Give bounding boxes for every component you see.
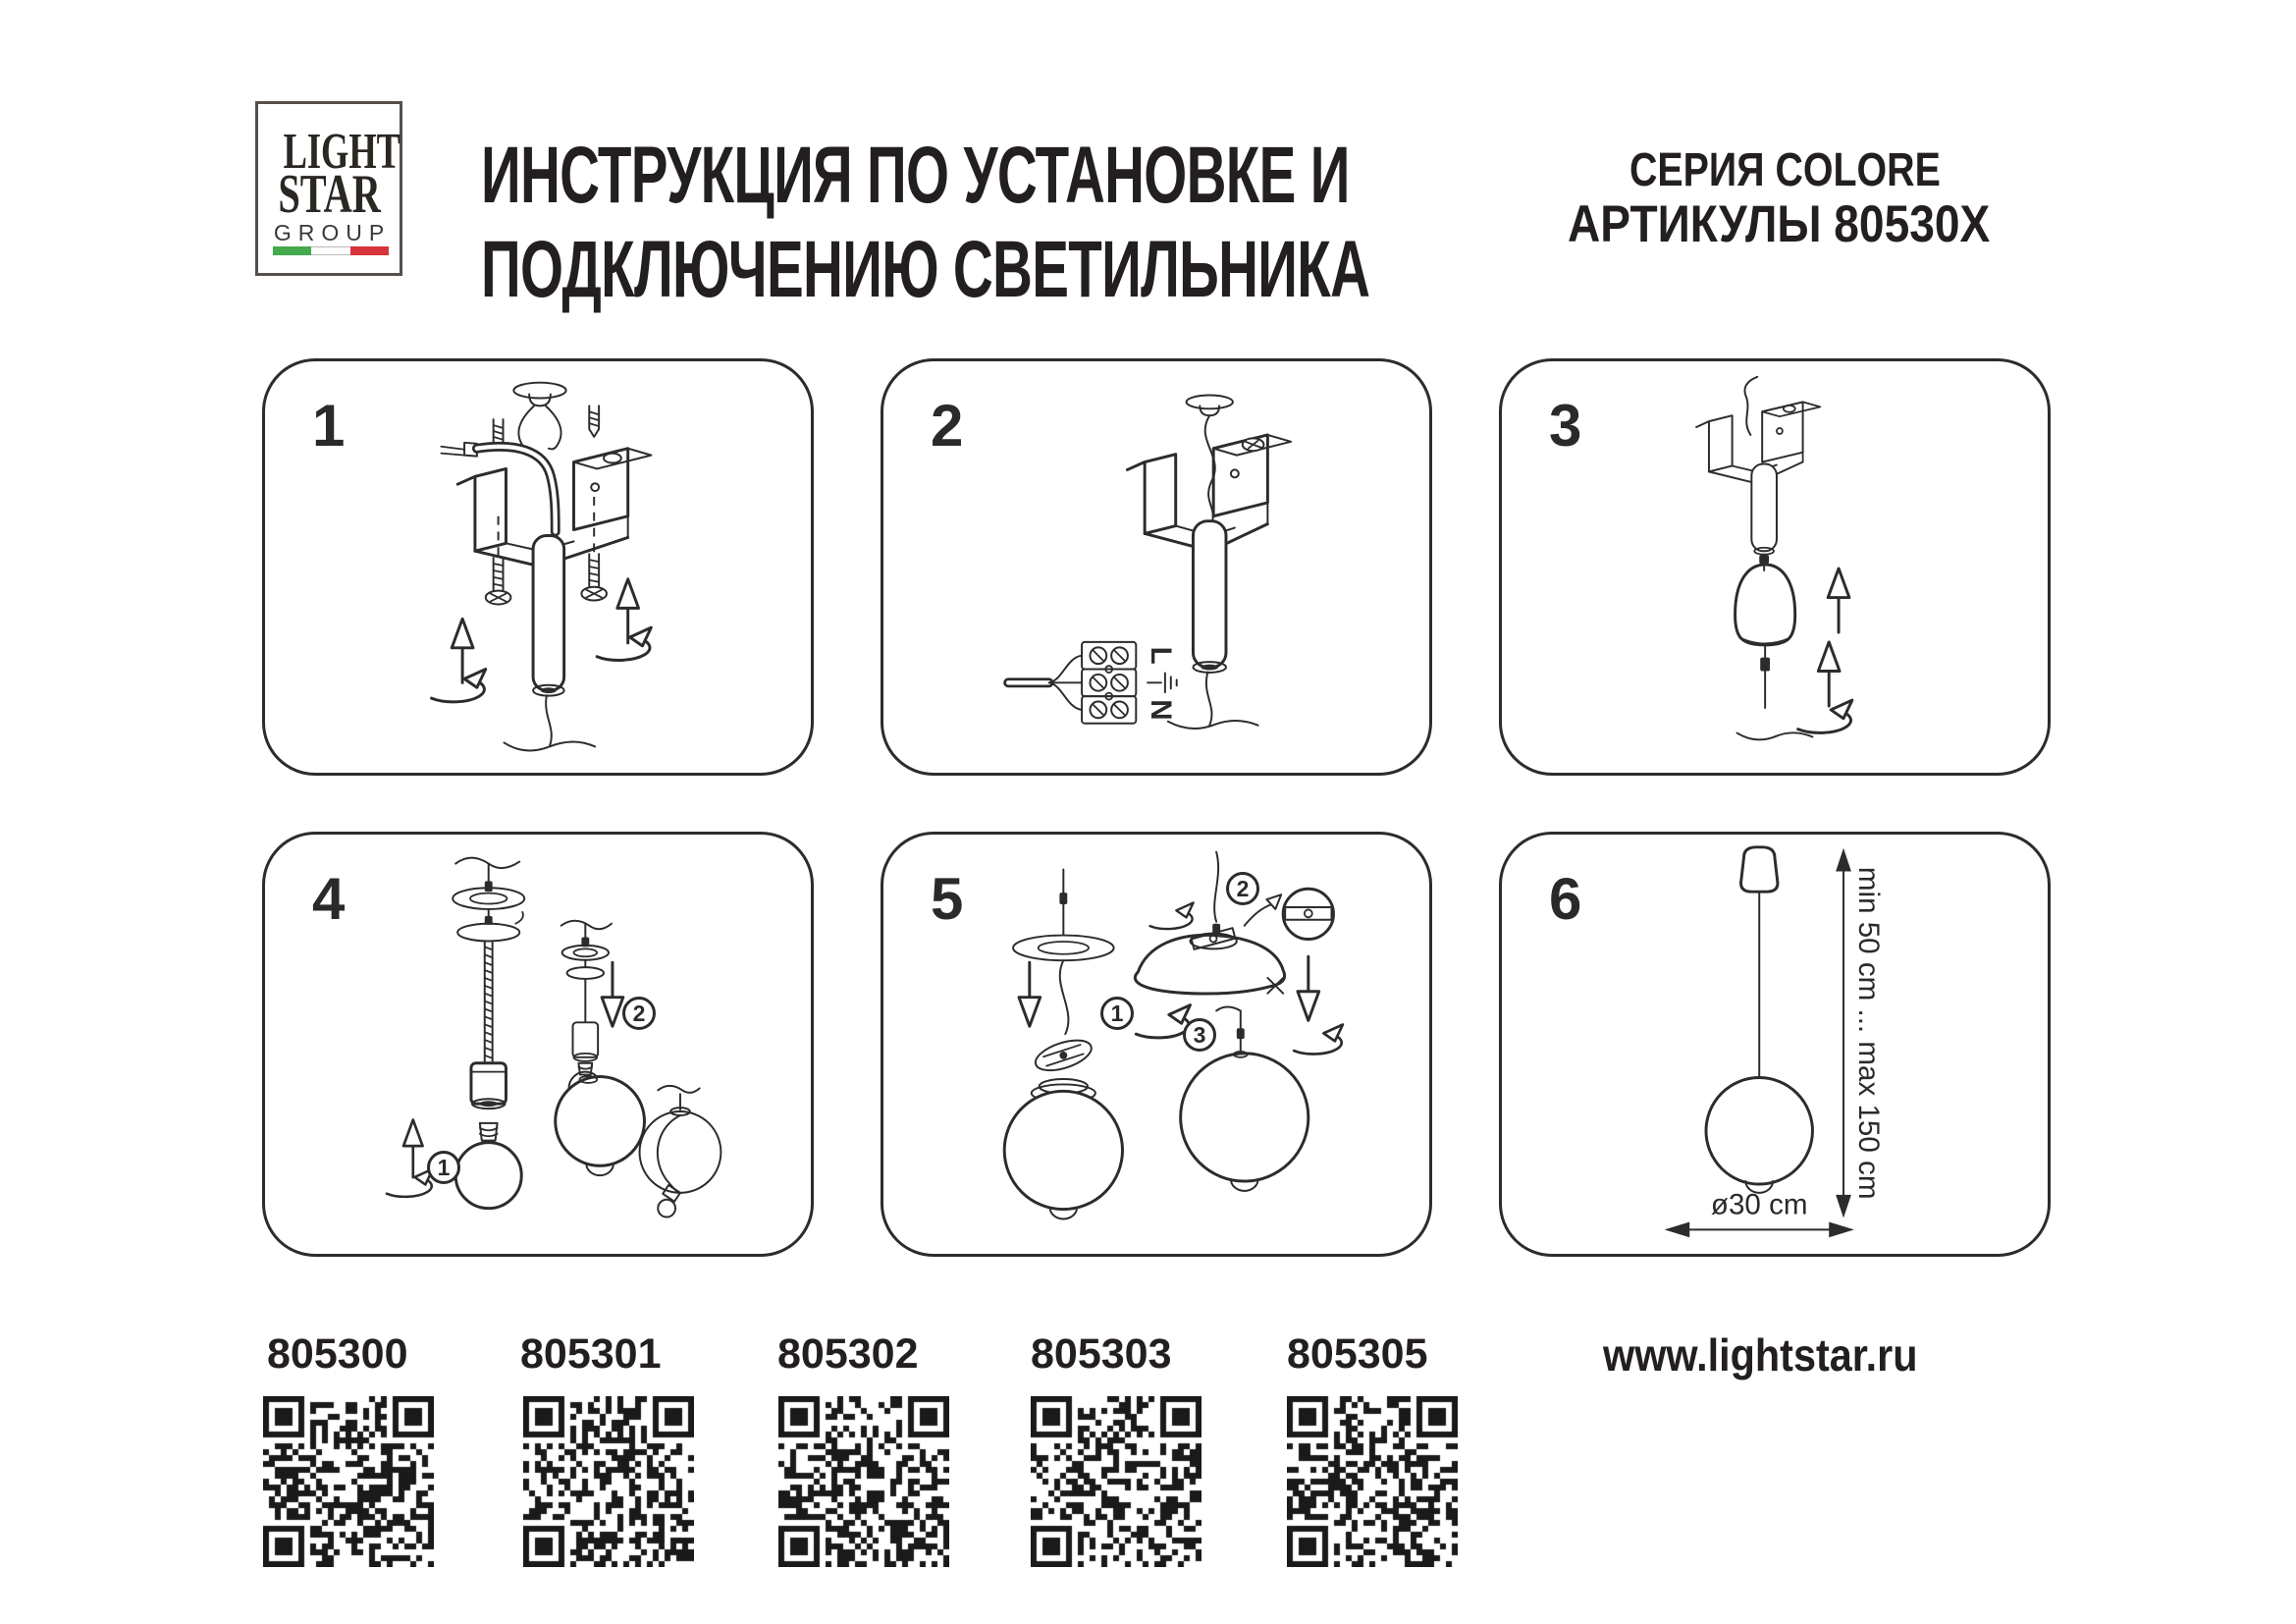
logo-word-star: STAR [278,164,381,225]
step-number: 5 [931,866,964,932]
qr-code [778,1396,949,1567]
terminal-label-neutral: N [1145,699,1178,721]
rotate-arrow-icon [432,619,486,702]
height-dimension-label: min 50 cm ... max 150 cm [1851,866,1885,1200]
article-code: 805303 [1031,1330,1172,1378]
title-line-2: ПОДКЛЮЧЕНИЮ СВЕТИЛЬНИКА [481,225,1370,314]
title-line-1: ИНСТРУКЦИЯ ПО УСТАНОВКЕ И [481,131,1350,220]
illustration-shade-mounting [883,835,1429,1254]
terminal-block [1082,642,1136,724]
earth-icon [1148,673,1177,692]
terminal-label-line: L [1145,646,1178,665]
step-number: 2 [931,393,964,459]
illustration-wiring [883,361,1429,773]
step-badge: 3 [1183,1018,1216,1052]
articles-label: АРТИКУЛЫ 80530X [1568,195,1991,253]
height-dimension [1836,848,1885,1218]
illustration-lamp-assembly [265,835,811,1254]
step-badge: 2 [1226,872,1259,905]
page-title [481,129,1369,317]
article-code: 805302 [777,1330,919,1378]
diameter-dimension-label: ø30 cm [1710,1188,1808,1221]
series-label: СЕРИЯ COLORE [1629,144,1941,196]
up-arrow-icon [1828,568,1849,632]
down-arrow-icon [1019,962,1041,1026]
article-code: 805301 [520,1330,662,1378]
down-arrow-icon [1298,956,1319,1020]
logo-word-group: GROUP [273,220,392,245]
panel-step-6 [1499,832,2051,1257]
panel-step-2 [881,358,1432,776]
illustration-mounting-bracket [265,361,811,773]
rotate-arrow-icon [1294,1024,1343,1054]
article-code: 805300 [267,1330,408,1378]
italian-flag-icon [273,246,389,255]
rotate-arrow-icon [387,1120,433,1197]
step-badge: 1 [427,1151,460,1184]
qr-code [263,1396,434,1567]
qr-code [523,1396,694,1567]
step-badge: 1 [1100,997,1134,1030]
lightstar-logo [255,101,402,276]
down-arrow-icon [602,962,623,1026]
panel-step-4 [262,832,814,1257]
qr-code [1031,1396,1201,1567]
logo-word-light: LIGHT [283,124,400,180]
step-number: 3 [1549,393,1582,459]
step-badge: 2 [622,997,656,1030]
step-number: 1 [312,393,346,459]
illustration-canopy-raise [1502,361,2048,773]
diameter-dimension [1665,1189,1854,1238]
rotate-arrow-icon [1149,902,1193,929]
step-number: 6 [1549,866,1582,932]
illustration-dimensions [1502,835,2048,1254]
website-url: www.lightstar.ru [1603,1329,1918,1380]
rotate-arrow-icon [1798,642,1852,732]
qr-code [1287,1396,1458,1567]
panel-step-3 [1499,358,2051,776]
panel-step-1 [262,358,814,776]
step-number: 4 [312,866,346,932]
article-code: 805305 [1287,1330,1428,1378]
panel-step-5 [881,832,1432,1257]
